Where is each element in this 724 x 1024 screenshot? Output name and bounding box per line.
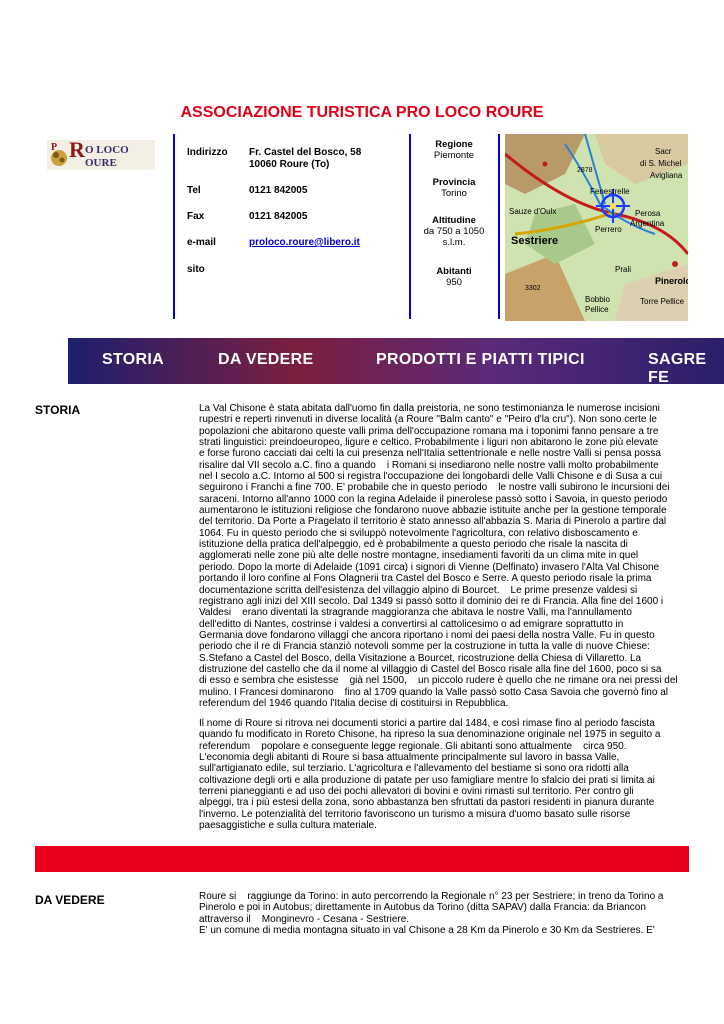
- altitudine-block: [414, 215, 494, 248]
- davedere-line: E' un comune di media montagna situato in val Chisone a 28 Km da Pinerolo e 30 Km da Sestrieres. E': [199, 925, 655, 937]
- storia-para2-line: sull'artigianato edile, sul terziario. L'agricoltura e l'allevamento del bestiame si sono ora ridotti alla: [199, 763, 629, 775]
- storia-para1-line: del territorio. Da Porte a Pragelato il territorio è stato annesso all'abbazia S. Maria di Pinerolo a partire dal: [199, 516, 667, 528]
- storia-para1-line: saraceni. Intorno all'anno 1000 con la regina Adelaide il pinerolese passò sotto i Savoia, in questo periodo: [199, 493, 668, 505]
- storia-para2-line: Il nome di Roure si ritrova nei documenti storici a partire dal 1484, e così rimase fino al periodo fascista: [199, 718, 655, 729]
- site-label: sito: [187, 264, 205, 275]
- svg-text:OURE: OURE: [85, 157, 117, 169]
- storia-para1-line: rupestri e reperti rinvenuti in diverse località (a Roure "Balm canto" e "Peiro d'la cru"). Non sono certe le: [199, 414, 657, 426]
- pro-loco-logo: [47, 140, 155, 170]
- storia-para1-line: periodo che il re di Francia stanziò notevoli somme per la costruzione in tutta la valle di nuove Chiese:: [199, 641, 650, 653]
- address-line2: 10060 Roure (To): [249, 159, 330, 170]
- storia-para1-line: referendum del 1946 quando l'Italia decise di costituirsi in Repubblica.: [199, 697, 509, 709]
- email-link[interactable]: proloco.roure@libero.it: [249, 237, 360, 248]
- davedere-heading: DA VEDERE: [35, 893, 105, 907]
- map-label-torrepellice: Torre Pellice: [640, 297, 685, 306]
- storia-para2-line: L'economia degli abitanti di Roure si basa attualmente principalmente sul lavoro in bassa Valle,: [199, 752, 620, 764]
- storia-para1-line: e forse furono cacciati dai celti la cui presenza nell'Italia settentrionale e nelle nostre Valli si pensa possa: [199, 448, 661, 460]
- tel-label: Tel: [187, 185, 201, 196]
- section-divider: [35, 846, 689, 872]
- davedere-line: attraverso il Monginevro - Cesana - Sestriere.: [199, 913, 410, 925]
- map-label-perosa: Perosa: [635, 209, 661, 218]
- storia-para1-line: documentazione scritta dell'esistenza del villaggio alpino di Bourcet. Le prime presenze valdesi si: [199, 584, 638, 596]
- divider-middle: [409, 134, 411, 319]
- map-label-pellice: Pellice: [585, 305, 609, 314]
- nav-item-storia[interactable]: STORIA: [102, 351, 164, 368]
- storia-para1-line: strati linguistici: preindoeuropeo, ligure e celtico. Probabilmente i liguri non abitarono le zone più elevate: [199, 437, 659, 449]
- map-label-smichele: di S. Michel: [640, 159, 682, 168]
- map-label-prali: Prali: [615, 265, 632, 274]
- altitudine-value1: da 750 a 1050: [423, 226, 485, 237]
- storia-para1-line: Valdesi erano diventati la stragrande maggioranza che abitava le nostre Valli, ma l'annullamento: [199, 607, 632, 619]
- storia-para2-line: coltivazione degli orti e alla produzione di patate per uso famigliare mentre lo sfalcio dei prati si limita ai: [199, 774, 655, 786]
- storia-para1-line: istituzione della pratica dell'alpeggio, ed è probabilmente a questo periodo che risale la nascita di: [199, 539, 628, 551]
- altitudine-value2: s.l.m.: [442, 237, 466, 248]
- map-label-bobbio: Bobbio: [585, 295, 610, 304]
- map-label-sauze: Sauze d'Oulx: [509, 207, 557, 216]
- storia-para1-line: di esso e sembra che esistesse già nel 1500, un piccolo rudere è quello che ne rimane ora nei pressi del: [199, 675, 678, 687]
- address-line1: Fr. Castel del Bosco, 58: [249, 147, 362, 158]
- storia-para2-line: paesaggistiche e sulla cultura materiale.: [199, 820, 377, 832]
- storia-para2: [199, 718, 691, 831]
- map-label-fenestrelle: Fenestrelle: [590, 187, 630, 196]
- storia-para2-line: quando fu modificato in Roreto Chisone, ha ripreso la sua denominazione originale nel 1975 in seguito a: [199, 729, 661, 741]
- nav-banner: [68, 338, 724, 384]
- svg-text:R: R: [69, 140, 85, 162]
- svg-text:O LOCO: O LOCO: [85, 144, 129, 156]
- davedere-para: [199, 891, 691, 936]
- regione-label: Regione: [435, 139, 473, 150]
- storia-para1-line: periodo. Dopo la morte di Adelaide (1091 circa) i signori di Vienne (Delfinato) invasero l'Alta Val Chisone: [199, 561, 660, 573]
- address-label: Indirizzo: [187, 147, 228, 158]
- nav-item-prodotti[interactable]: PRODOTTI E PIATTI TIPICI: [376, 351, 585, 368]
- storia-para1-line: aumentarono le istituzioni religiose che fondarono nuove abbazie istituite anche per la gestione temporale: [199, 505, 667, 517]
- storia-para1-line: popolazioni che abitarono queste valli prima dell'occupazione romana ma i toponimi fanno pensare a tre: [199, 425, 659, 437]
- map-label-pinerolo: Pinerolo: [655, 276, 688, 286]
- storia-para1-line: nel I secolo a.C. Intorno al 500 si registra l'occupazione dei longobardi delle Valli Chisone e di Susa a cui: [199, 471, 663, 483]
- altitudine-label: Altitudine: [432, 215, 476, 226]
- provincia-block: [414, 177, 494, 199]
- storia-para1-line: mulino. I Francesi dominarono fino al 1709 quando la Valle passò sotto Casa Savoia che governò fino al: [199, 686, 668, 698]
- provincia-value: Torino: [441, 188, 467, 199]
- storia-para2-line: terreni pianeggianti e ad uso dei pochi allevatori di bovini e ovini rimasti sul territorio. Per contro gli: [199, 786, 634, 798]
- storia-para1-line: seguirono i Franchi a fine 700. E' probabile che in questo periodo le nostre valli subirono le incursioni dei: [199, 482, 670, 494]
- map-label-sestriere: Sestriere: [511, 235, 559, 247]
- regione-block: [414, 139, 494, 161]
- map-label-perrero: Perrero: [595, 225, 622, 234]
- svg-text:P: P: [51, 142, 58, 153]
- storia-para1-line: portando il loro confine al Fons Olagnerii tra Castel del Bosco e Serre. A questo periodo risale la prima: [199, 573, 652, 585]
- storia-para1-line: risalire dal VII secolo a.C. fino a quando i Romani si insediarono nelle nostre valli molto probabilmente: [199, 459, 659, 471]
- tel-value: 0121 842005: [249, 185, 308, 196]
- map-label-3302: 3302: [525, 285, 541, 292]
- storia-para1: [199, 403, 691, 709]
- storia-heading: STORIA: [35, 403, 81, 417]
- storia-para1-line: La Val Chisone è stata abitata dall'uomo fin dalla preistoria, ne sono testimonianza le numerose incisioni: [199, 403, 660, 414]
- abitanti-block: [414, 266, 494, 288]
- nav-item-da-vedere[interactable]: DA VEDERE: [218, 351, 314, 368]
- storia-para1-line: agglomerati nelle zone più alte delle nostre montagne, insediamenti favoriti da un clima mite in quel: [199, 550, 639, 562]
- map-label-avigliana: Avigliana: [650, 171, 683, 180]
- abitanti-value: 950: [446, 277, 462, 288]
- storia-para2-line: alpeggi, tra i più estesi della zona, sono abbastanza ben sfruttati da pastori residenti in pianura durante: [199, 797, 655, 809]
- email-label: e-mail: [187, 237, 216, 248]
- divider-left: [173, 134, 175, 319]
- provincia-label: Provincia: [432, 177, 476, 188]
- page-title: ASSOCIAZIONE TURISTICA PRO LOCO ROURE: [180, 104, 544, 121]
- storia-para1-line: dell'editto di Nantes, costrinse i valdesi a convertirsi al cattolicesimo o ad emigrare soprattutto in: [199, 618, 624, 630]
- storia-para1-line: registrano agli inizi del XIII secolo. Dal 1349 si passò sotto il dominio dei re di Francia. Alla fine del 1600 i: [199, 595, 664, 607]
- regione-value: Piemonte: [433, 150, 475, 161]
- divider-right: [498, 134, 500, 319]
- map-label-2878: 2878: [577, 167, 593, 174]
- location-map: [505, 134, 688, 321]
- nav-item-sagre[interactable]: SAGRE FE: [648, 351, 707, 384]
- storia-para1-line: S.Stefano a Castel del Bosco, della Visitazione a Bourcet, ricostruzione della Chiesa di Villaretto. La: [199, 652, 642, 664]
- fax-label: Fax: [187, 211, 205, 222]
- abitanti-label: Abitanti: [436, 266, 472, 277]
- storia-para1-line: 1064. Fu in questo periodo che si sviluppò notevolmente l'agricoltura, con relativo disboscamento e: [199, 527, 638, 539]
- storia-para1-line: distruzione del castello che da il nome al villaggio di Castel del Bosco risale alla fine del 1600, poco si sa: [199, 663, 662, 675]
- davedere-line: Pinerolo e poi in Autobus; direttamente in Autobus da Torino (ditta SAPAV) dalla Francia: da Briancon: [199, 902, 646, 914]
- storia-para1-line: Germania dove fondarono villaggi che ancora riportano i nomi dei paesi della nostra Valle. Fu in questo: [199, 629, 655, 641]
- fax-value: 0121 842005: [249, 211, 308, 222]
- map-label-argentina: Argentina: [630, 219, 665, 228]
- storia-para2-line: l'inverno. Le potenzialità del territorio favoriscono un turismo a misura d'uomo basato sulle risorse: [199, 808, 631, 820]
- storia-para2-line: referendum popolare e conseguente legge regionale. Gli abitanti sono attualmente circa 950.: [199, 740, 627, 752]
- davedere-line: Roure si raggiunge da Torino: in auto percorrendo la Regionale n° 23 per Sestriere; in treno da Torino a: [199, 891, 664, 902]
- map-label-sacr: Sacr: [655, 147, 672, 156]
